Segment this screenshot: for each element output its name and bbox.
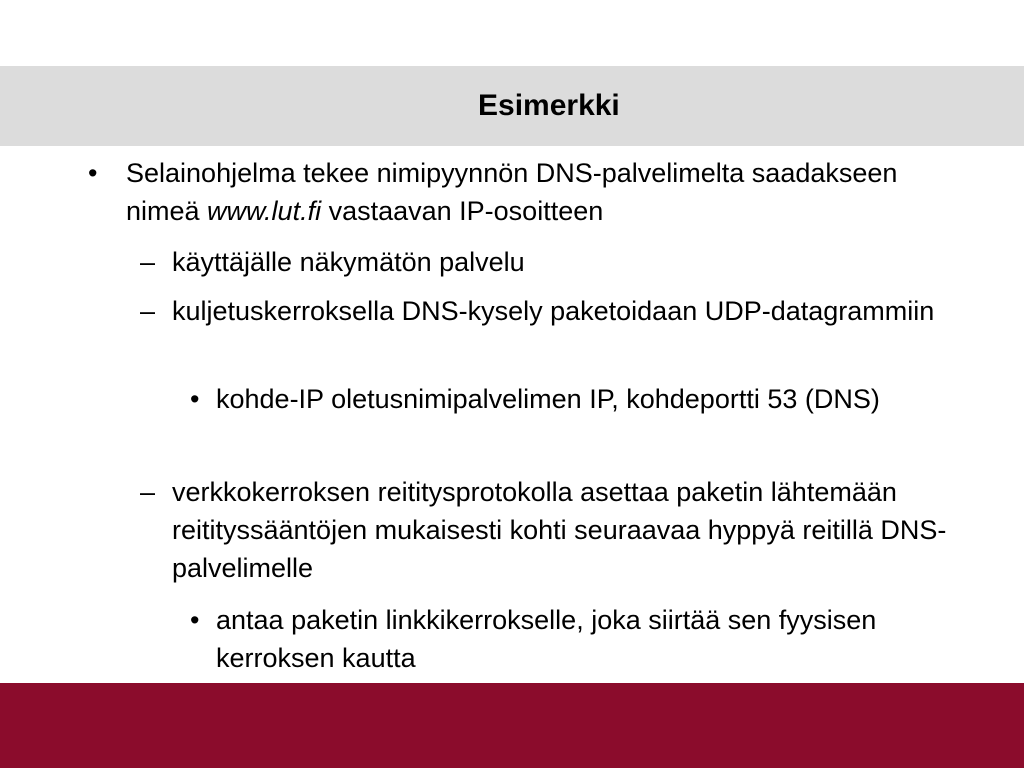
subsubbullet-text: kohde-IP oletusnimipalvelimen IP, kohdeportti 53 (DNS) [216,384,880,414]
subbullet-text: käyttäjälle näkymätön palvelu [172,247,525,277]
bullet-text: Selainohjelma tekee nimipyynnön DNS-palvelimelta saadakseen nimeä [126,158,898,226]
slide-title: Esimerkki [478,89,620,122]
subsubbullet-text: antaa paketin linkkikerrokselle, joka siirtää sen fyysisen kerroksen kautta [216,605,877,673]
bullet-dns-request [88,154,956,230]
subbullet-text: verkkokerroksen reititysprotokolla asettaa paketin lähtemään reitityssääntöjen mukaisesti kohti seuraavaa hyppyä reitillä DNS-palvelimelle [172,477,947,583]
subbullet-invisible-service [140,243,962,281]
subbullet-text: kuljetuskerroksella DNS-kysely paketoidaan UDP-datagrammiin [172,296,935,326]
small-bullet-marker-icon: • [190,384,200,414]
small-bullet-marker-icon: • [190,605,200,635]
subsubbullet-link-layer [190,601,976,677]
dash-marker-icon: – [140,477,156,507]
subbullet-network-routing [140,473,962,587]
dash-marker-icon: – [140,247,156,277]
footer-band [0,683,1024,768]
bullet-emphasis-url: www.lut.fi [207,196,322,226]
bullet-marker-icon: • [88,158,98,188]
subsubbullet-target-ip [190,380,976,418]
dash-marker-icon: – [140,296,156,326]
bullet-text-continued: vastaavan IP-osoitteen [321,196,604,226]
subbullet-transport-udp [140,292,962,330]
